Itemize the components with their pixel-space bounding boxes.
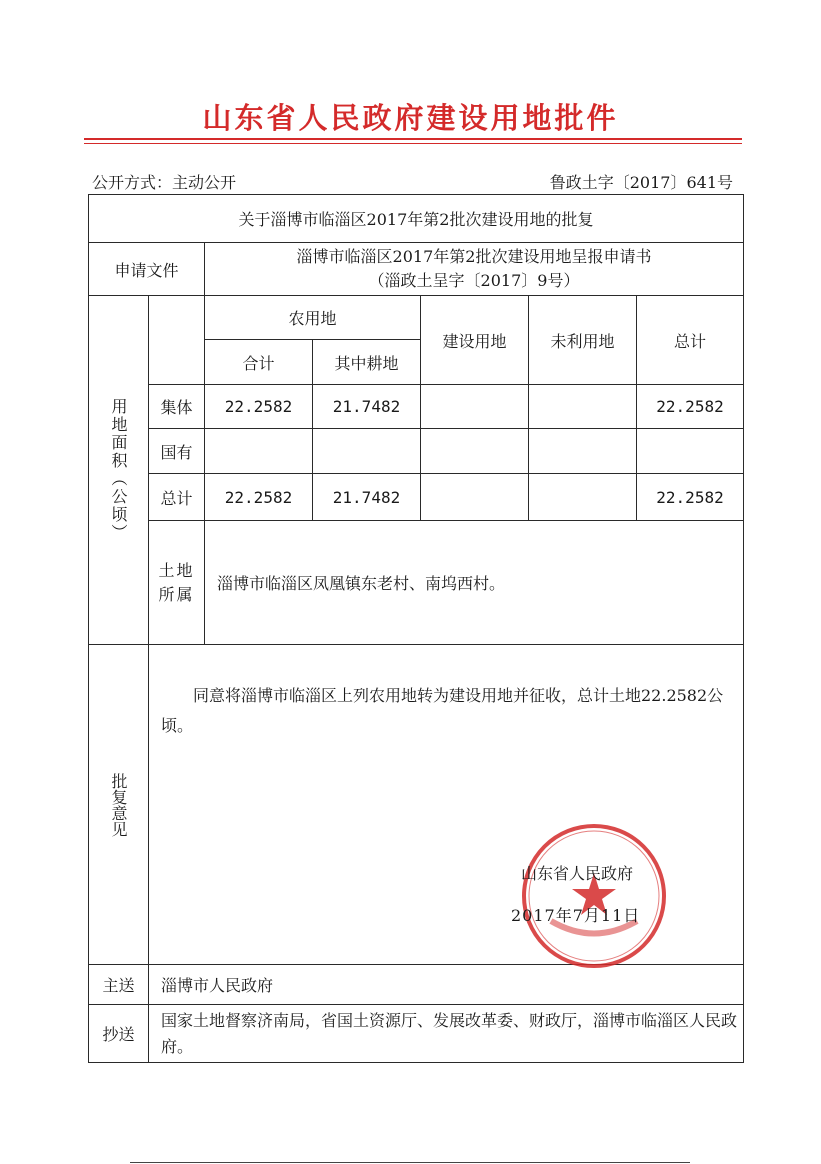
application-doc-number: （淄政土呈字〔2017〕9号） xyxy=(368,271,580,290)
col-subtotal: 合计 xyxy=(205,340,313,385)
cell-total: 22.2582 xyxy=(637,385,744,429)
cell-construction xyxy=(421,429,529,474)
cell-total: 22.2582 xyxy=(637,474,744,521)
cc-label: 抄送 xyxy=(89,1005,149,1063)
col-farmland: 其中耕地 xyxy=(313,340,421,385)
cell-construction xyxy=(421,474,529,521)
row-label-state-owned: 国有 xyxy=(149,429,205,474)
ownership-label-cell xyxy=(149,521,205,645)
signer-name: 山东省人民政府 xyxy=(521,864,634,883)
approval-date: 2017年7月11日 xyxy=(511,906,641,925)
ownership-value: 淄博市临淄区凤凰镇东老村、南坞西村。 xyxy=(205,521,744,645)
table-row xyxy=(89,474,744,521)
official-seal-icon xyxy=(519,821,669,971)
row-label-collective: 集体 xyxy=(149,385,205,429)
cell-unused xyxy=(529,385,637,429)
opinion-label: 批复意见 xyxy=(109,772,128,837)
cell-subtotal: 22.2582 xyxy=(205,385,313,429)
cell-unused xyxy=(529,474,637,521)
col-total: 总计 xyxy=(637,296,744,385)
opinion-label-cell xyxy=(89,645,149,965)
title-rule-thick xyxy=(84,138,742,140)
approval-form-table xyxy=(88,194,744,1063)
subject-line: 关于淄博市临淄区2017年第2批次建设用地的批复 xyxy=(89,195,744,243)
col-agri-land: 农用地 xyxy=(205,296,421,340)
opinion-cell xyxy=(149,645,744,965)
cell-farmland: 21.7482 xyxy=(313,385,421,429)
cell-farmland xyxy=(313,429,421,474)
col-construction-land: 建设用地 xyxy=(421,296,529,385)
main-recipient-label: 主送 xyxy=(89,965,149,1005)
area-corner-cell xyxy=(149,296,205,385)
disclosure-mode: 公开方式：主动公开 xyxy=(92,173,237,192)
cc-recipients: 国家土地督察济南局，省国土资源厅、发展改革委、财政厅，淄博市临淄区人民政府。 xyxy=(149,1005,744,1063)
cell-construction xyxy=(421,385,529,429)
application-doc-title: 淄博市临淄区2017年第2批次建设用地呈报申请书 xyxy=(296,247,652,266)
area-label-cell xyxy=(89,296,149,645)
area-label: 用地面积（公顷） xyxy=(109,398,128,542)
row-label-total: 总计 xyxy=(149,474,205,521)
cell-subtotal xyxy=(205,429,313,474)
cell-total xyxy=(637,429,744,474)
table-row xyxy=(89,429,744,474)
document-number: 鲁政土字〔2017〕641号 xyxy=(549,173,733,192)
col-unused-land: 未利用地 xyxy=(529,296,637,385)
cell-subtotal: 22.2582 xyxy=(205,474,313,521)
application-label: 申请文件 xyxy=(89,243,205,296)
document-title: 山东省人民政府建设用地批件 xyxy=(202,101,619,135)
application-doc xyxy=(205,243,744,296)
main-recipient: 淄博市人民政府 xyxy=(149,965,744,1005)
title-rule-thin xyxy=(84,143,742,144)
opinion-text: 同意将淄博市临淄区上列农用地转为建设用地并征收，总计土地22.2582公顷。 xyxy=(161,686,724,735)
cell-unused xyxy=(529,429,637,474)
page-bottom-rule xyxy=(130,1162,690,1163)
table-row xyxy=(89,385,744,429)
cell-farmland: 21.7482 xyxy=(313,474,421,521)
ownership-label: 土地所属 xyxy=(158,560,195,604)
